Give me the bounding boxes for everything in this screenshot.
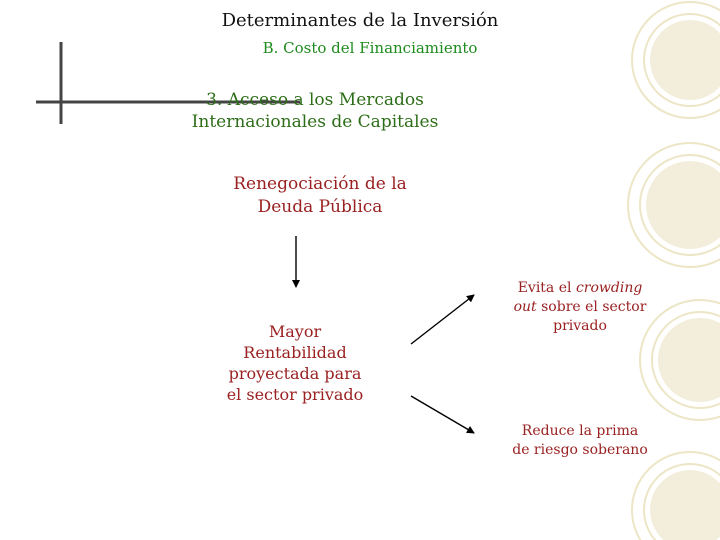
slide-title: Determinantes de la Inversión	[221, 10, 499, 31]
section-heading-line-2: Internacionales de Capitales	[191, 112, 439, 132]
node-crowding-prefix: Evita el	[517, 280, 576, 296]
node-renegociacion-line-1: Renegociación de la	[233, 174, 407, 194]
node-crowding-italic-1: crowding	[575, 280, 643, 296]
node-rentabilidad-line-3: proyectada para	[228, 364, 362, 383]
node-crowding-line-3: privado	[553, 318, 607, 334]
node-rentabilidad-line-2: Rentabilidad	[243, 343, 347, 362]
node-rentabilidad-line-1: Mayor	[268, 322, 322, 341]
node-crowding-suffix: sobre el sector	[536, 299, 647, 315]
slide-subtitle: B. Costo del Financiamiento	[262, 39, 478, 57]
arrow-down-to-prima	[411, 396, 474, 433]
section-heading-line-1: 3. Acceso a los Mercados	[206, 90, 424, 110]
node-crowding-italic-2: out	[513, 299, 537, 315]
node-rentabilidad-line-4: el sector privado	[226, 385, 364, 404]
arrow-up-to-crowding	[411, 295, 474, 344]
node-prima-line-1: Reduce la prima	[521, 423, 639, 439]
node-renegociacion-line-2: Deuda Pública	[257, 197, 383, 217]
node-prima-line-2: de riesgo soberano	[512, 442, 648, 458]
